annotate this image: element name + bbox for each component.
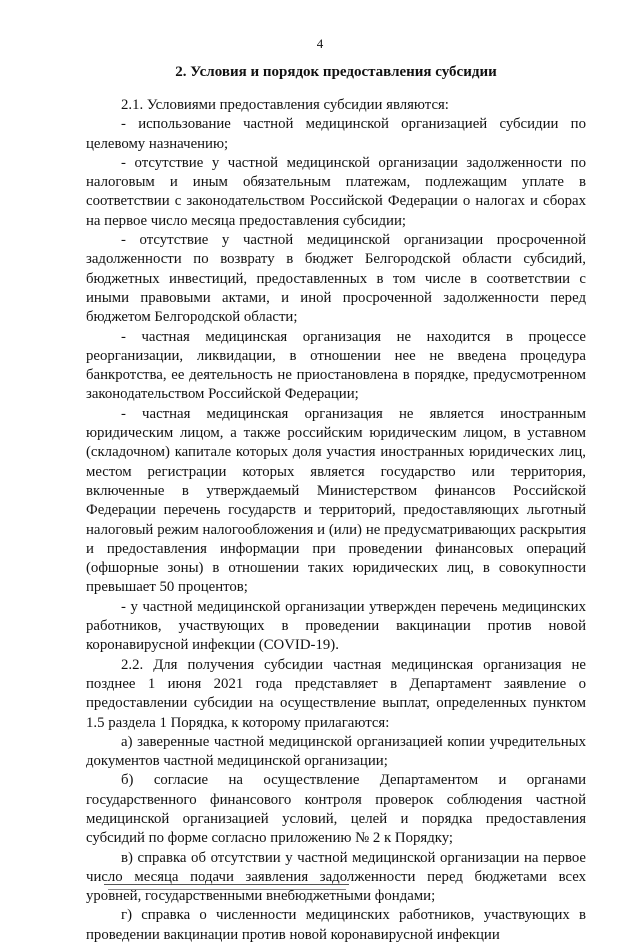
paragraph-item-v: в) справка об отсутствии у частной медицинской организации на первое число месяца подачи заявления задолженности перед бюджетами всех уровней, государственными внебюджетными фондами; [86, 849, 586, 905]
body-text [86, 96, 586, 945]
paragraph-condition-not-foreign: - частная медицинская организация не является иностранным юридическим лицом, а также российским юридическим лицом, в уставном (складочном) капитале которых доля участия иностранных юридических лиц, местом регистрации которых является государство или территория, включенные в утверждаемый Министерством финансов Российской Федерации перечень государств и территорий, предоставляющих льготный налоговый режим налогообложения и (или) не предусматривающих раскрытия и предоставления информации при проведении финансовых операций (офшорные зоны) в отношении таких юридических лиц, в совокупности превышает 50 процентов; [86, 405, 586, 596]
paragraph-condition-no-tax-debt: - отсутствие у частной медицинской организации задолженности по налоговым и иным обязательным платежам, подлежащим уплате в соответствии с законодательством Российской Федерации о налогах и сборах на первое число месяца предоставления субсидии; [86, 154, 586, 229]
paragraph-condition-target-use: - использование частной медицинской организацией субсидии по целевому назначению; [86, 116, 586, 152]
paragraph-item-g: г) справка о численности медицинских работников, участвующих в проведении вакцинации против новой коронавирусной инфекции [86, 907, 586, 943]
footer-rule [104, 884, 349, 885]
footer-rule-secondary [108, 889, 346, 890]
paragraph-condition-staff-list: - у частной медицинской организации утвержден перечень медицинских работников, участвующих в проведении вакцинации против новой коронавирусной инфекции (COVID-19). [86, 598, 586, 654]
paragraph-item-a: а) заверенные частной медицинской организацией копии учредительных документов частной медицинской организации; [86, 733, 586, 770]
section-title: 2. Условия и порядок предоставления субсидии [175, 64, 497, 80]
paragraph-2-2-application: 2.2. Для получения субсидии частная медицинская организация не позднее 1 июня 2021 года представляет в Департамент заявление о предоставлении субсидии на осуществление выплат, определенных пунктом 1.5 раздела 1 Порядка, к которому прилагаются: [86, 656, 586, 731]
paragraph-condition-no-overdue-debt: - отсутствие у частной медицинской организации просроченной задолженности по возврату в бюджет Белгородской области субсидий, бюджетных инвестиций, предоставленных в том числе в соответствии с иными правовыми актами, и иной просроченной задолженности перед бюджетом Белгородской области; [86, 232, 586, 326]
paragraph-item-b: б) согласие на осуществление Департаментом и органами государственного финансового контроля проверок соблюдения частной медицинской организацией условий, целей и порядка предоставления субсидий по форме согласно приложению № 2 к Порядку; [86, 772, 586, 847]
paragraph-condition-no-reorganization: - частная медицинская организация не находится в процессе реорганизации, ликвидации, в отношении нее не введена процедура банкротства, ее деятельность не приостановлена в порядке, предусмотренном законодательством Российской Федерации; [86, 328, 586, 403]
paragraph-2-1-intro: 2.1. Условиями предоставления субсидии являются: [121, 97, 449, 113]
page-number: 4 [316, 36, 324, 51]
